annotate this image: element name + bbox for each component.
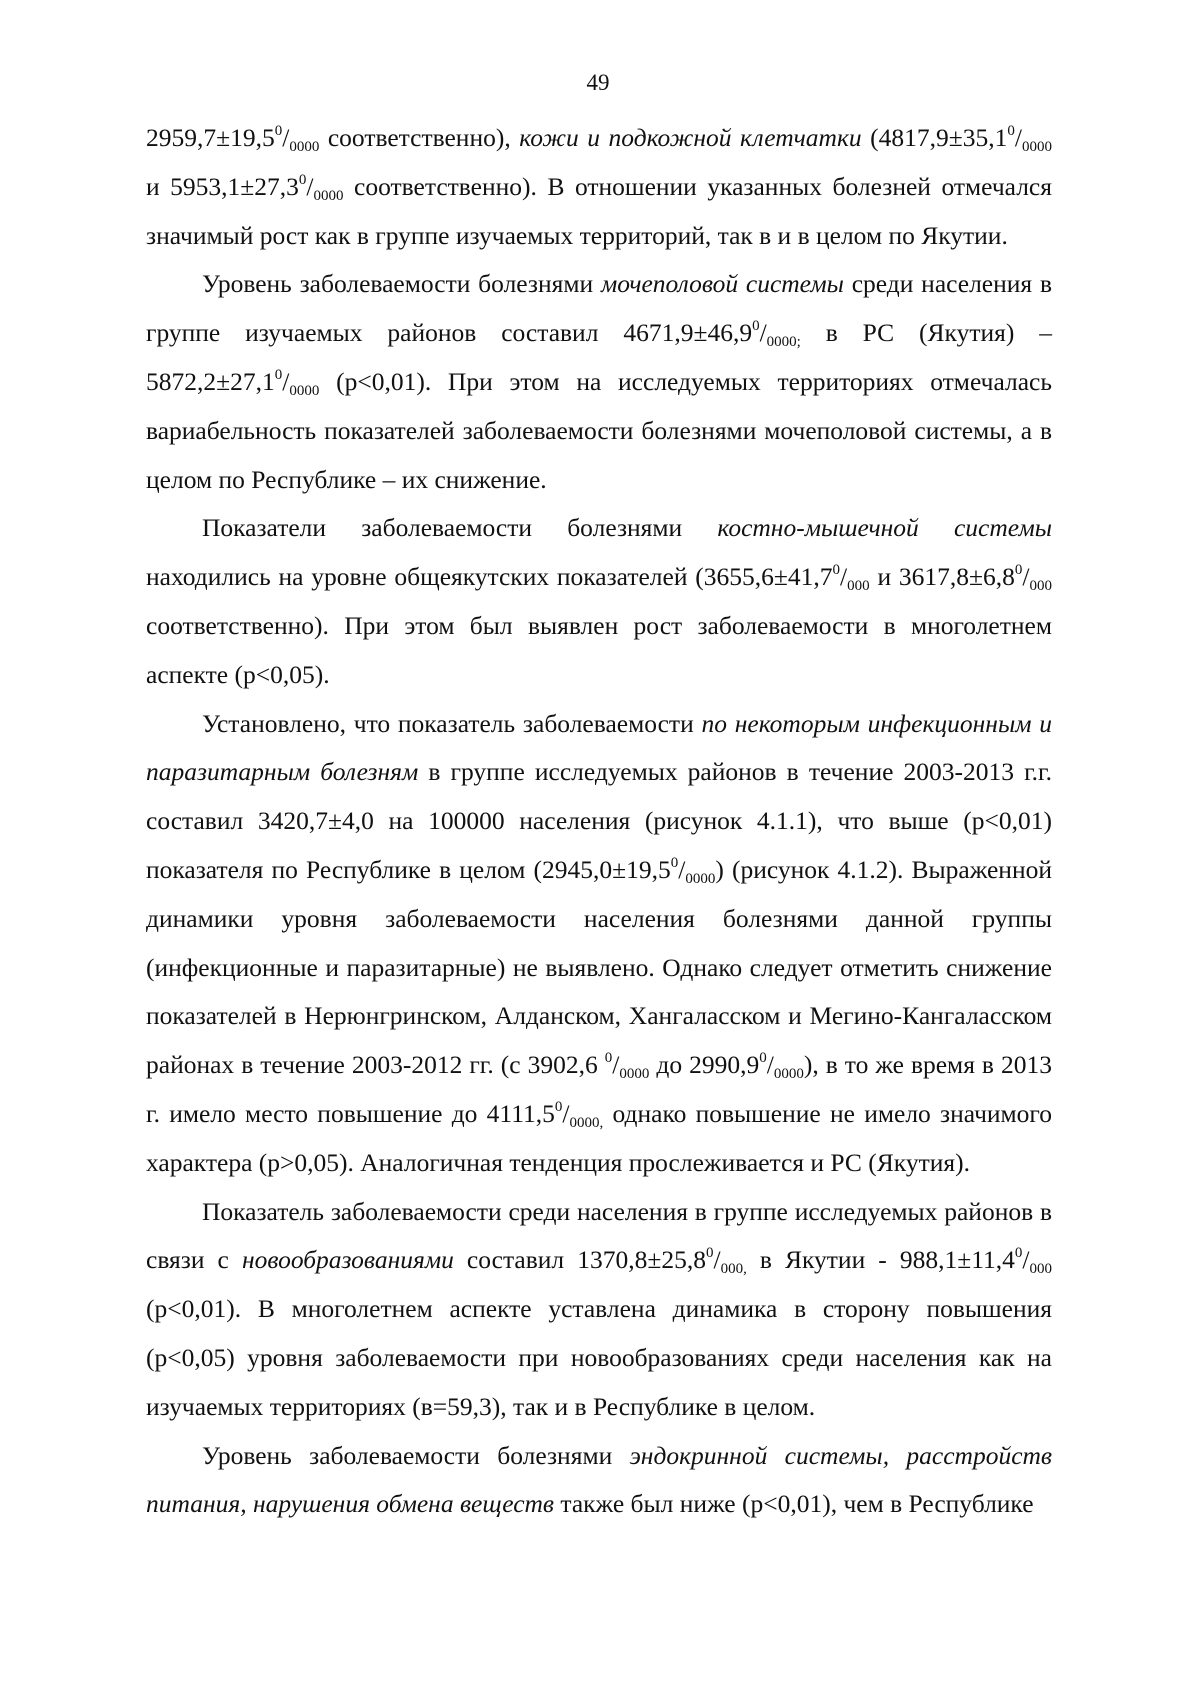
text-run: / bbox=[1022, 1245, 1030, 1275]
superscript: 0 bbox=[274, 366, 283, 383]
superscript: 0 bbox=[274, 123, 283, 139]
superscript: 0 bbox=[554, 1098, 563, 1115]
superscript: 0 bbox=[752, 318, 760, 335]
subscript: 0000 bbox=[289, 139, 320, 155]
paragraph bbox=[146, 504, 1052, 699]
text-run: / bbox=[282, 123, 290, 152]
text-run: / bbox=[306, 171, 314, 201]
subscript: 0000 bbox=[619, 1066, 650, 1083]
subscript: 0000 bbox=[773, 1066, 804, 1083]
paragraph bbox=[146, 1188, 1052, 1432]
text-run: / bbox=[759, 318, 767, 348]
text-run: / bbox=[1014, 123, 1022, 152]
text-run: / bbox=[1022, 562, 1030, 592]
text-run: / bbox=[612, 1050, 620, 1080]
superscript: 0 bbox=[1007, 123, 1015, 139]
text-run: (p<0,01). При этом на исследуемых территориях отмечалась вариабельность показателей заболеваемости болезнями мочеполовой системы, а в целом по Республике – их снижение. bbox=[146, 366, 1052, 494]
text-run: / bbox=[282, 366, 290, 396]
superscript: 0 bbox=[705, 1245, 714, 1262]
page-number: 49 bbox=[586, 70, 610, 95]
superscript: 0 bbox=[670, 854, 679, 871]
subscript: 000, bbox=[720, 1261, 747, 1278]
subscript: 0000 bbox=[289, 382, 320, 399]
paragraph bbox=[146, 700, 1052, 1188]
text-run: и 3617,8±6,8 bbox=[869, 562, 1015, 592]
superscript: 0 bbox=[832, 562, 841, 579]
text-run: соответственно), bbox=[319, 123, 520, 152]
text-run: составил 1370,8±25,8 bbox=[453, 1245, 706, 1275]
body-text bbox=[146, 114, 1052, 1529]
text-run: Показатели заболеваемости болезнями bbox=[202, 513, 718, 543]
text-run: среди населения в группе изучаемых районов составил 4671,9±46,9 bbox=[146, 269, 1052, 348]
emphasis-text: эндокринной системы, расстройств питания, нарушения обмена веществ bbox=[146, 1440, 1052, 1519]
text-run: / bbox=[766, 1050, 774, 1080]
text-run: / bbox=[713, 1245, 721, 1275]
subscript: 0000 bbox=[1022, 139, 1052, 155]
text-run: / bbox=[840, 562, 848, 592]
text-run: / bbox=[678, 854, 686, 884]
text-run: Показатель заболеваемости среди населения в группе исследуемых районов в связи с bbox=[146, 1196, 1052, 1275]
subscript: 000 bbox=[1029, 578, 1052, 595]
paragraph bbox=[146, 260, 1052, 504]
text-run: / bbox=[562, 1098, 570, 1128]
emphasis-text: мочеполовой системы bbox=[600, 269, 844, 299]
text-run: Уровень заболеваемости болезнями bbox=[202, 269, 601, 299]
text-run: ), в то же время в 2013 г. имело место повышение до 4111,5 bbox=[146, 1050, 1052, 1128]
subscript: 0000, bbox=[569, 1114, 604, 1131]
superscript: 0 bbox=[1014, 562, 1023, 579]
text-run: в Якутии - 988,1±11,4 bbox=[746, 1245, 1015, 1275]
subscript: 0000 bbox=[685, 870, 716, 887]
superscript: 0 bbox=[604, 1050, 613, 1067]
text-run: соответственно). При этом был выявлен рост заболеваемости в многолетнем аспекте (p<0,05). bbox=[146, 610, 1052, 689]
emphasis-text: кожи и подкожной клетчатки bbox=[519, 123, 862, 152]
text-run: также был ниже (p<0,01), чем в Республике bbox=[554, 1489, 1034, 1519]
text-run: Установлено, что показатель заболеваемости bbox=[202, 708, 702, 738]
text-run: в РС (Якутия) – 5872,2±27,1 bbox=[146, 318, 1052, 396]
text-run: находились на уровне общеякутских показателей (3655,6±41,7 bbox=[146, 562, 833, 592]
text-run: 2959,7±19,5 bbox=[146, 123, 275, 152]
text-run: до 2990,9 bbox=[649, 1050, 760, 1080]
subscript: 000 bbox=[1029, 1261, 1052, 1278]
text-run: в группе исследуемых районов в течение 2003-2013 г.г. составил 3420,7±4,0 на 100000 населения (рисунок 4.1.1), что выше (p<0,01) показателя по Республике в целом (2945,0±19,5 bbox=[146, 757, 1053, 884]
emphasis-text: костно-мышечной системы bbox=[717, 513, 1052, 543]
superscript: 0 bbox=[298, 171, 307, 188]
text-run: соответственно). В отношении указанных болезней отмечался значимый рост как в группе изучаемых территорий, так в и в целом по Якутии. bbox=[146, 171, 1052, 250]
superscript: 0 bbox=[759, 1050, 767, 1067]
text-run: однако повышение не имело значимого характера (p>0,05). Аналогичная тенденция прослеживается и РС (Якутия). bbox=[146, 1098, 1053, 1177]
text-run: (4817,9±35,1 bbox=[861, 123, 1008, 152]
text-run: и 5953,1±27,3 bbox=[146, 171, 299, 201]
text-run: (p<0,01). В многолетнем аспекте уставлена динамика в сторону повышения (p<0,05) уровня заболеваемости при новообразованиях среди населения как на изучаемых территориях (в=59,3), так и в Республике в целом. bbox=[146, 1294, 1052, 1421]
emphasis-text: по некоторым инфекционным и паразитарным болезням bbox=[146, 708, 1052, 787]
paragraph bbox=[146, 1432, 1052, 1530]
text-run: Уровень заболеваемости болезнями bbox=[202, 1440, 630, 1470]
subscript: 0000; bbox=[766, 334, 801, 351]
text-run: ) (рисунок 4.1.2). Выраженной динамики уровня заболеваемости населения болезнями данной группы (инфекционные и паразитарные) не выявлено. Однако следует отметить снижение показателей в Нерюнгринском, Алданском, Хангаласском и Мегино-Кангаласском районах в течение 2003-2012 гг. (с 3902,6 bbox=[146, 854, 1052, 1080]
paragraph bbox=[146, 114, 1052, 260]
emphasis-text: новообразованиями bbox=[241, 1245, 454, 1275]
subscript: 0000 bbox=[313, 187, 344, 204]
superscript: 0 bbox=[1014, 1245, 1023, 1262]
subscript: 000 bbox=[847, 578, 870, 595]
